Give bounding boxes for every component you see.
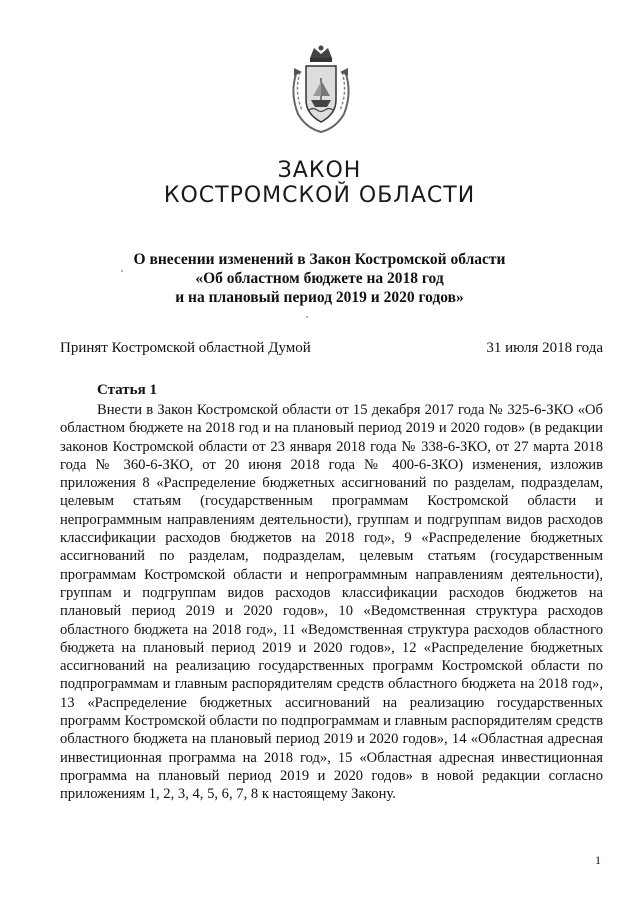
law-title-line1: ЗАКОН [277, 158, 362, 183]
page-number: 1 [595, 853, 601, 867]
kostroma-coat-of-arms-icon [286, 44, 356, 136]
subject-line2: «Об областном бюджете на 2018 год [195, 270, 444, 287]
adoption-date: 31 июля 2018 года [486, 340, 603, 356]
article-heading: Статья 1 [97, 382, 157, 398]
subject-line1: О внесении изменений в Закон Костромской области [133, 251, 506, 268]
law-title-line2: КОСТРОМСКОЙ ОБЛАСТИ [163, 183, 476, 208]
article-text: Внести в Закон Костромской области от 15 декабря 2017 года № 325-6-ЗКО «Об областном бюджете на 2018 год и на плановый период 2019 и 2020 годов» (в редакции законов Костромской области от 23 января 2018 года № 338-6-ЗКО, от 27 марта 2018 года № 360-6-ЗКО, от 20 июня 2018 года № 400-6-ЗКО) изменения, изложив приложения 8 «Распределение бюджетных ассигнований по разделам, подразделам, целевым статьям (государственным программам Костромской области и непрограммным направлениям деятельности), группам и подгруппам видов расходов классификации расходов бюджетов на 2018 год», 9 «Распределение бюджетных ассигнований по разделам, подразделам, целевым статьям (государственным программам Костромской области и непрограммным направлениям деятельности), группам и подгруппам видов расходов классификации расходов бюджетов на плановый период 2019 и 2020 годов», 10 «Ведомственная структура расходов областного бюджета на 2018 год», 11 «Ведомственная структура расходов областного бюджета на плановый период 2019 и 2020 годов», 12 «Распределение бюджетных ассигнований на реализацию государственных программ Костромской области по подпрограммам и главным распорядителям средств областного бюджета на 2018 год», 13 «Распределение бюджетных ассигнований на реализацию государственных программ Костромской области по подпрограммам и главным распорядителям средств областного бюджета на плановый период 2019 и 2020 годов», 14 «Областная адресная инвестиционная программа на 2018 год», 15 «Областная адресная инвестиционная программа на плановый период 2019 и 2020 годов» в новой редакции согласно приложениям 1, 2, 3, 4, 5, 6, 7, 8 к настоящему Закону. [60, 402, 603, 803]
law-subject [0, 250, 639, 307]
scan-speck [306, 316, 308, 318]
scan-speck [121, 270, 123, 272]
adopted-by: Принят Костромской областной Думой [60, 340, 311, 356]
subject-line3: и на плановый период 2019 и 2020 годов» [175, 289, 464, 306]
